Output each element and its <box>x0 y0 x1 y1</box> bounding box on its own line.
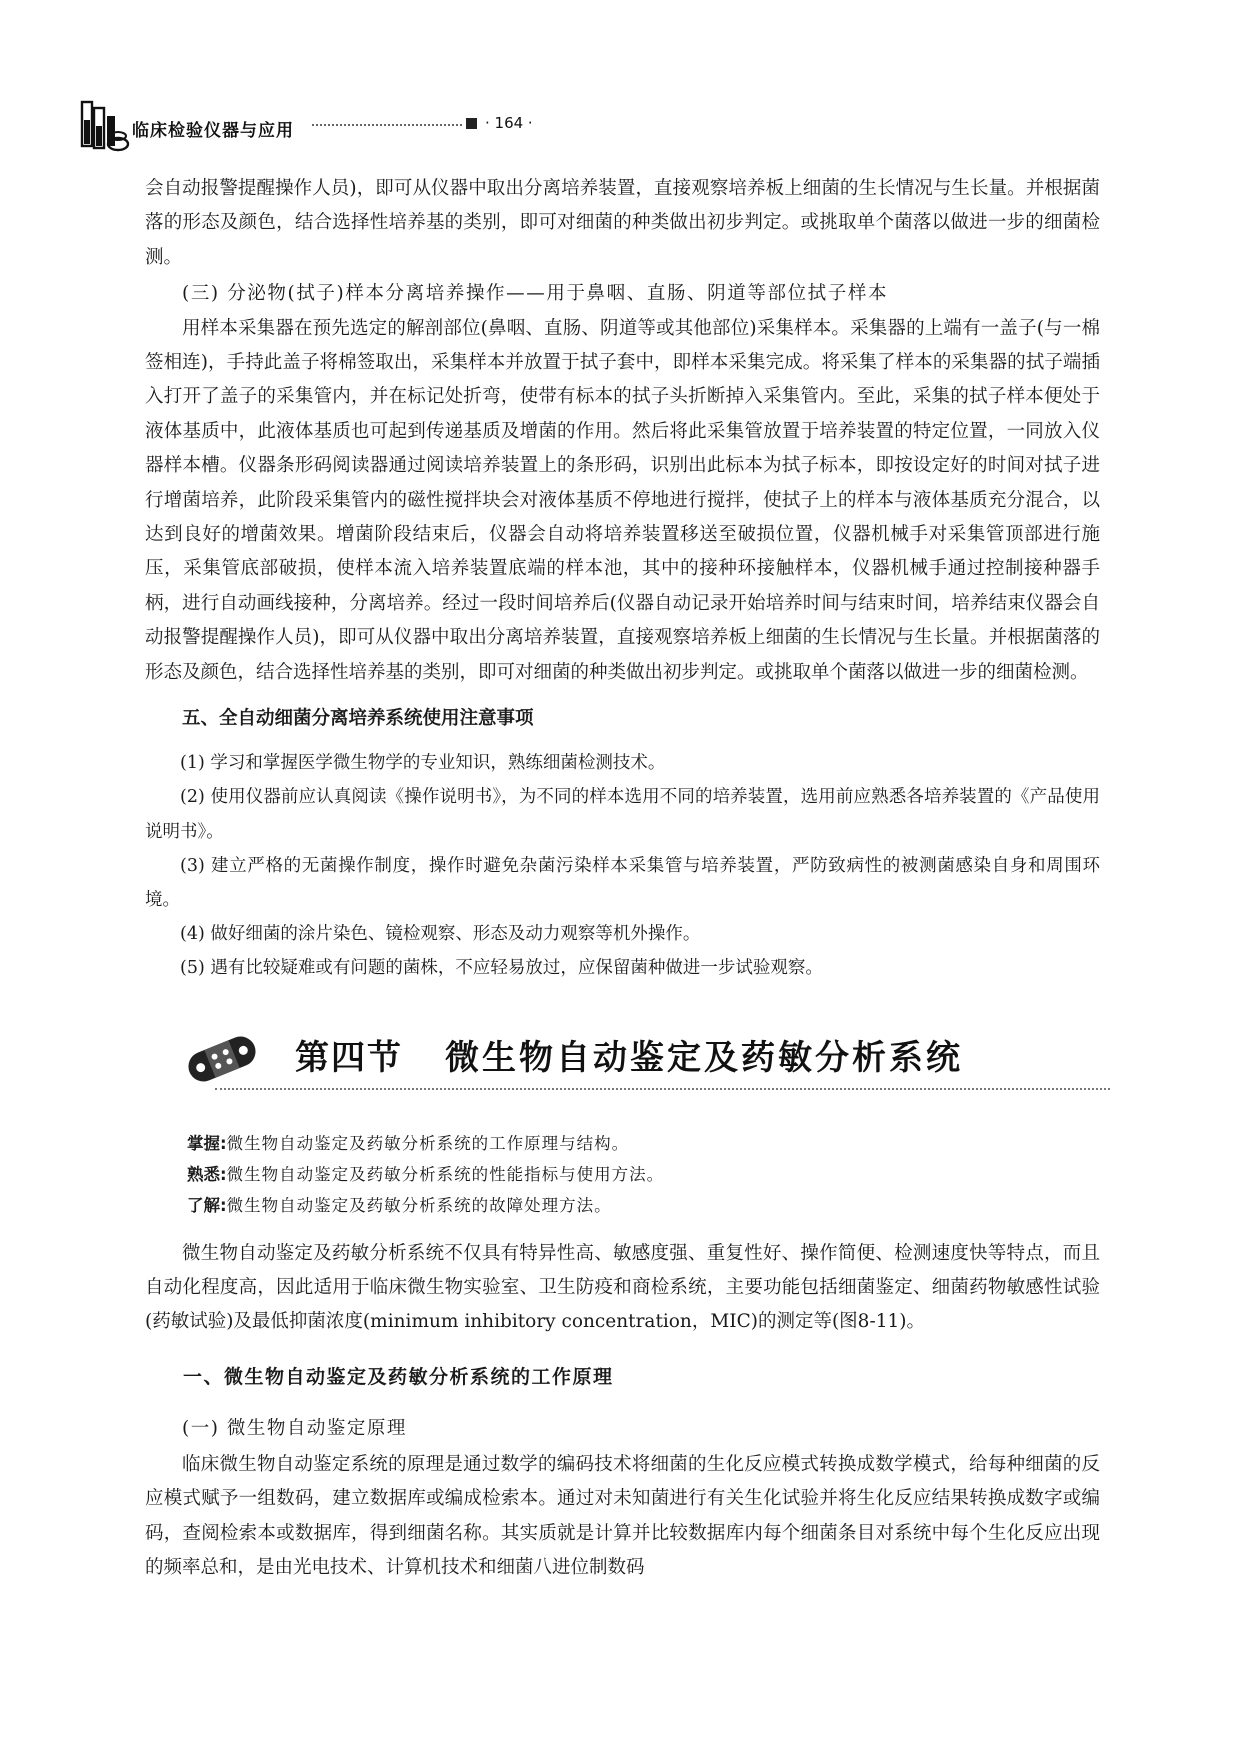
precaution-item-2: (2) 使用仪器前应认真阅读《操作说明书》，为不同的样本选用不同的培养装置，选用前应熟悉各培养装置的《产品使用说明书》。 <box>145 787 1100 842</box>
bandage-icon <box>185 1034 259 1084</box>
goal-text: 微生物自动鉴定及药敏分析系统的故障处理方法。 <box>226 1195 612 1215</box>
page-body <box>145 172 1100 1585</box>
paragraph-identification-principle: 临床微生物自动鉴定系统的原理是通过数学的编码技术将细菌的生化反应模式转换成数学模式，给每种细菌的反应模式赋予一组数码，建立数据库或编成检索本。通过对未知菌进行有关生化试验并将生化反应结果转换成数字或编码，查阅检索本或数据库，得到细菌名称。其实质就是计算并比较数据库内每个细菌条目对系统中每个生化反应出现的频率总和，是由光电技术、计算机技术和细菌八进位制数码 <box>145 1453 1100 1578</box>
paragraph-swab-procedure: 用样本采集器在预先选定的解剖部位(鼻咽、直肠、阴道等或其他部位)采集样本。采集器的上端有一盖子(与一棉签相连)，手持此盖子将棉签取出，采集样本并放置于拭子套中，即样本采集完成。将采集了样本的采集器的拭子端插入打开了盖子的采集管内，并在标记处折弯，使带有标本的拭子头折断掉入采集管内。至此，采集的拭子样本便处于液体基质中，此液体基质也可起到传递基质及增菌的作用。然后将此采集管放置于培养装置的特定位置，一同放入仪器样本槽。仪器条形码阅读器通过阅读培养装置上的条形码，识别出此标本为拭子标本，即按设定好的时间对拭子进行增菌培养，此阶段采集管内的磁性搅拌块会对液体基质不停地进行搅拌，使拭子上的样本与液体基质充分混合，以达到良好的增菌效果。增菌阶段结束后，仪器会自动将培养装置移送至破损位置，仪器机械手对采集管顶部进行施压，采集管底部破损，使样本流入培养装置底端的样本池，其中的接种环接触样本，仪器机械手通过控制接种器手柄，进行自动画线接种，分离培养。经过一段时间培养后(仪器自动记录开始培养时间与结束时间，培养结束仪器会自动报警提醒操作人员)，即可从仪器中取出分离培养装置，直接观察培养板上细菌的生长情况与生长量。并根据菌落的形态及颜色，结合选择性培养基的类别，即可对细菌的种类做出初步判定。或挑取单个菌落以做进一步的细菌检测。 <box>145 317 1100 683</box>
paragraph-continued: 会自动报警提醒操作人员)，即可从仪器中取出分离培养装置，直接观察培养板上细菌的生长情况与生长量。并根据菌落的形态及颜色，结合选择性培养基的类别，即可对细菌的种类做出初步判定。或挑取单个菌落以做进一步的细菌检测。 <box>145 178 1100 268</box>
precaution-item-1: (1) 学习和掌握医学微生物学的专业知识，熟练细菌检测技术。 <box>180 753 666 774</box>
section-heading <box>145 1016 1100 1106</box>
page-header <box>80 98 1080 158</box>
goal-text: 微生物自动鉴定及药敏分析系统的性能指标与使用方法。 <box>226 1164 665 1184</box>
heading-precautions: 五、全自动细菌分离培养系统使用注意事项 <box>182 708 534 730</box>
heading-working-principle: 一、微生物自动鉴定及药敏分析系统的工作原理 <box>183 1365 614 1388</box>
header-square-marker <box>466 118 477 129</box>
goal-understand <box>145 1190 1100 1221</box>
section-dotted-rule <box>215 1088 1110 1090</box>
goal-master <box>145 1128 1100 1159</box>
goal-tag: 熟悉: <box>187 1164 227 1184</box>
header-dotted-leader <box>312 124 462 126</box>
page-number: · 164 · <box>485 114 533 132</box>
subheading-swab-culture: (三) 分泌物(拭子)样本分离培养操作——用于鼻咽、直肠、阴道等部位拭子样本 <box>182 283 889 305</box>
goal-familiar <box>145 1159 1100 1190</box>
subheading-identification-principle: (一) 微生物自动鉴定原理 <box>182 1417 407 1439</box>
goal-tag: 掌握: <box>187 1133 227 1153</box>
section-title: 微生物自动鉴定及药敏分析系统 <box>445 1037 963 1078</box>
precaution-item-5: (5) 遇有比较疑难或有问题的菌株，不应轻易放过，应保留菌种做进一步试验观察。 <box>180 958 823 979</box>
lab-instrument-icon <box>80 98 130 154</box>
precaution-item-4: (4) 做好细菌的涂片染色、镜检观察、形态及动力观察等机外操作。 <box>180 924 701 945</box>
paragraph-intro: 微生物自动鉴定及药敏分析系统不仅具有特异性高、敏感度强、重复性好、操作简便、检测速度快等特点，而且自动化程度高，因此适用于临床微生物实验室、卫生防疫和商检系统，主要功能包括细菌鉴定、细菌药物敏感性试验(药敏试验)及最低抑菌浓度(minimum inhibitory concentration，MIC)的测定等(图8-11)。 <box>145 1242 1100 1333</box>
book-title: 临床检验仪器与应用 <box>132 121 294 141</box>
goal-text: 微生物自动鉴定及药敏分析系统的工作原理与结构。 <box>226 1133 630 1153</box>
learning-goals <box>145 1128 1100 1221</box>
precaution-item-3: (3) 建立严格的无菌操作制度，操作时避免杂菌污染样本采集管与培养装置，严防致病性的被测菌感染自身和周围环境。 <box>145 855 1100 910</box>
goal-tag: 了解: <box>187 1195 227 1215</box>
section-number: 第四节 <box>295 1037 403 1078</box>
precautions-list <box>145 746 1100 985</box>
